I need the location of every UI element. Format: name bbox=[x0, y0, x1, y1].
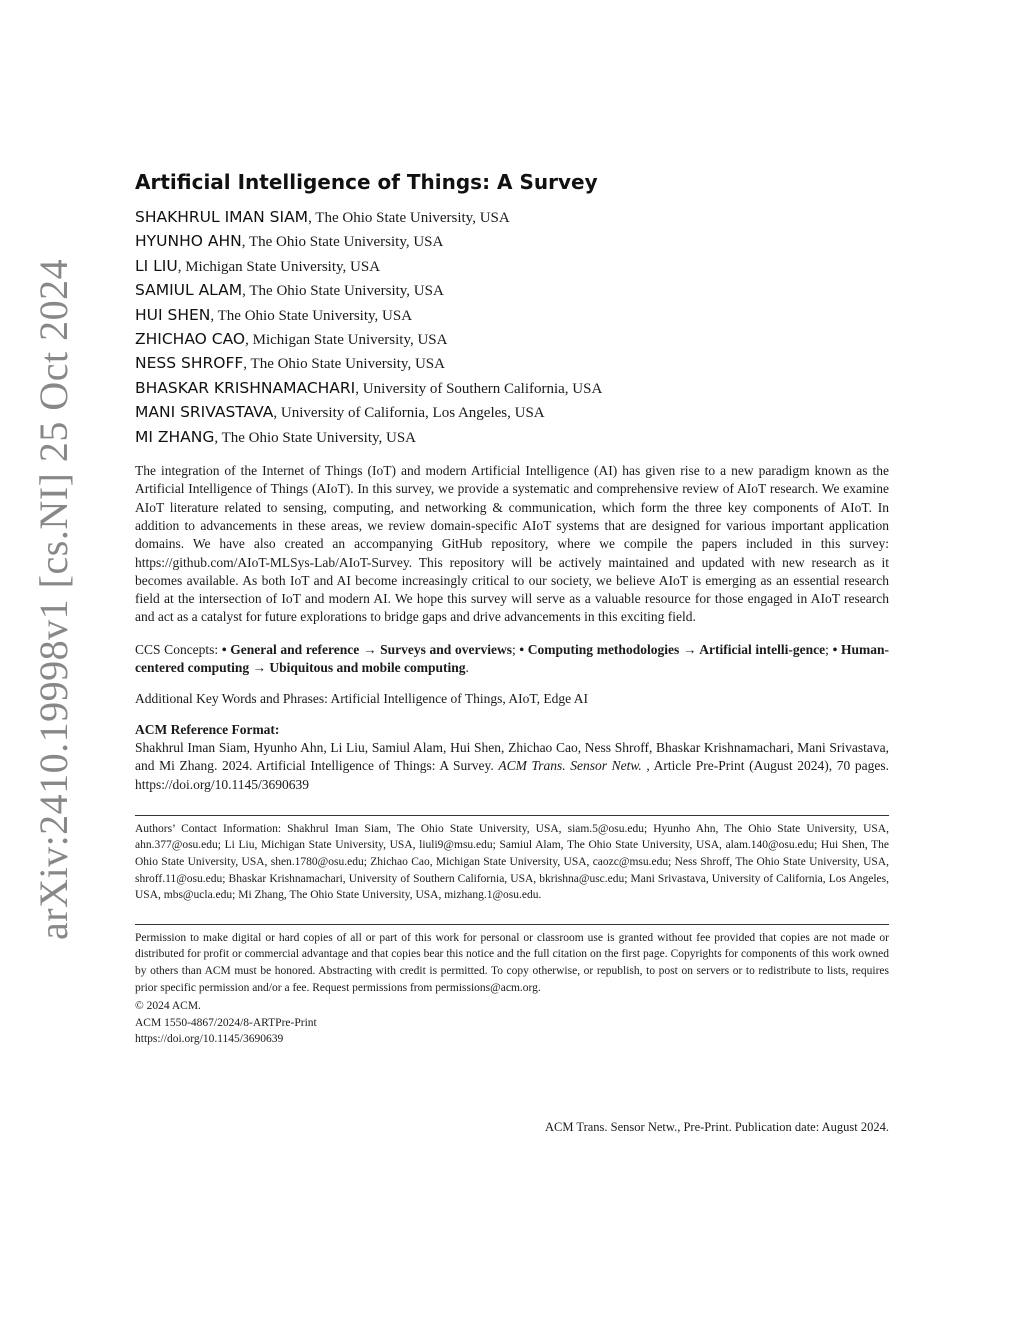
author-entry: MANI SRIVASTAVA, University of California, Los Angeles, USA bbox=[135, 403, 545, 422]
author-entry: HYUNHO AHN, The Ohio State University, USA bbox=[135, 232, 444, 251]
author-entry: BHASKAR KRISHNAMACHARI, University of Southern California, USA bbox=[135, 378, 603, 397]
author-affiliation: University of Southern California, USA bbox=[362, 380, 603, 397]
author-contact-information: Authors’ Contact Information: Shakhrul Iman Siam, The Ohio State University, USA, siam.5@osu.edu; Hyunho Ahn, The Ohio State University, USA, ahn.377@osu.edu; Li Liu, Michigan State University, USA, liuli9@msu.edu; Samiul Alam, The Ohio State University, USA, alam.140@osu.edu; Hui Shen, The Ohio State University, USA, shen.1780@osu.edu; Zhichao Cao, Michigan State University, USA, caozc@msu.edu; Ness Shroff, The Ohio State University, USA, shroff.11@osu.edu; Bhaskar Krishnamachari, University of Southern California, USA, bkrishna@usc.edu; Mani Srivastava, University of California, Los Angeles, USA, mbs@ucla.edu; Mi Zhang, The Ohio State University, USA, mizhang.1@osu.edu. bbox=[135, 822, 889, 902]
issn-line: ACM 1550-4867/2024/8-ARTPre-Print bbox=[135, 1016, 317, 1029]
author-affiliation: University of California, Los Angeles, USA bbox=[280, 405, 545, 422]
page-footer: ACM Trans. Sensor Netw., Pre-Print. Publication date: August 2024. bbox=[545, 1120, 889, 1134]
author-name: ZHICHAO CAO bbox=[135, 330, 246, 349]
divider bbox=[135, 815, 889, 816]
ccs-concepts bbox=[135, 641, 889, 678]
author-name: NESS SHROFF bbox=[135, 354, 244, 373]
abstract: The integration of the Internet of Things (IoT) and modern Artificial Intelligence (AI) has given rise to a new paradigm known as the Artificial Intelligence of Things (AIoT). In this survey, we provide a systematic and comprehensive review of AIoT research. We examine AIoT literature related to sensing, computing, and networking & communication, which form the three key components of AIoT. In addition to advancements in these areas, we review domain-specific AIoT systems that are designed for various important application domains. We have also created an accompanying GitHub repository, where we compile the papers included in this survey: https://github.com/AIoT-MLSys-Lab/AIoT-Survey. This repository will be actively maintained and updated with new research as it becomes available. As both IoT and AI become increasingly critical to our society, we believe AIoT is emerging as an essential research field at the intersection of IoT and modern AI. We hope this survey will serve as a valuable resource for those engaged in AIoT research and act as a catalyst for future explorations to bridge gaps and drive advancements in this exciting field. bbox=[135, 463, 889, 625]
author-entry: LI LIU, Michigan State University, USA bbox=[135, 256, 381, 275]
permission-notice: Permission to make digital or hard copies of all or part of this work for personal or classroom use is granted without fee provided that copies are not made or distributed for profit or commercial advantage and that copies bear this notice and the full citation on the first page. Copyrights for components of this work owned by others than ACM must be honored. Abstracting with credit is permitted. To copy otherwise, or republish, to post on servers or to redistribute to lists, requires prior specific permission and/or a fee. Request permissions from permissions@acm.org. bbox=[135, 931, 889, 994]
author-affiliation: The Ohio State University, USA bbox=[249, 283, 444, 300]
reference-format-heading: ACM Reference Format: bbox=[135, 721, 280, 737]
author-affiliation: The Ohio State University, USA bbox=[221, 429, 417, 446]
ccs-label: CCS Concepts: bbox=[135, 641, 222, 657]
author-name: HYUNHO AHN bbox=[135, 232, 242, 251]
author-affiliation: Michigan State University, USA bbox=[185, 258, 381, 275]
ccs-separator: ; bbox=[825, 641, 833, 657]
author-entry: SHAKHRUL IMAN SIAM, The Ohio State University, USA bbox=[135, 208, 510, 226]
reference-format bbox=[135, 739, 889, 794]
author-entry: SAMIUL ALAM, The Ohio State University, USA bbox=[135, 281, 444, 300]
author-affiliation: The Ohio State University, USA bbox=[315, 210, 510, 226]
author-entry: ZHICHAO CAO, Michigan State University, USA bbox=[135, 330, 448, 349]
author-name: SAMIUL ALAM bbox=[135, 281, 243, 300]
author-entry: MI ZHANG, The Ohio State University, USA bbox=[135, 427, 417, 446]
author-name: HUI SHEN bbox=[135, 305, 211, 324]
arxiv-identifier: arXiv:2410.19998v1 [cs.NI] 25 Oct 2024 bbox=[31, 258, 76, 940]
author-entry: NESS SHROFF, The Ohio State University, USA bbox=[135, 354, 445, 373]
ccs-concept: • Computing methodologies → Artificial intelli-gence bbox=[519, 641, 826, 657]
author-name: BHASKAR KRISHNAMACHARI bbox=[135, 378, 356, 397]
keywords: Additional Key Words and Phrases: Artificial Intelligence of Things, AIoT, Edge AI bbox=[135, 691, 588, 707]
ccs-concept: • Human-centered computing → Ubiquitous and mobile computing bbox=[135, 641, 889, 676]
reference-text: Shakhrul Iman Siam, Hyunho Ahn, Li Liu, Samiul Alam, Hui Shen, Zhichao Cao, Ness Shroff, Bhaskar Krishnamachari, Mani Srivastava, and Mi Zhang. 2024. Artificial Intelligence of Things: A Survey. bbox=[135, 739, 889, 774]
author-name: MANI SRIVASTAVA bbox=[135, 403, 274, 422]
ccs-end: . bbox=[465, 660, 469, 676]
author-affiliation: Michigan State University, USA bbox=[252, 332, 448, 349]
reference-journal: ACM Trans. Sensor Netw. bbox=[498, 758, 642, 774]
author-name: LI LIU bbox=[135, 256, 178, 275]
paper-title: Artificial Intelligence of Things: A Survey bbox=[135, 170, 598, 194]
copyright-line: © 2024 ACM. bbox=[135, 1000, 201, 1013]
author-affiliation: The Ohio State University, USA bbox=[217, 307, 413, 324]
reference-details: , Article Pre-Print (August 2024), 70 pages. https://doi.org/10.1145/3690639 bbox=[135, 758, 890, 792]
ccs-separator: ; bbox=[511, 641, 520, 657]
author-entry: HUI SHEN, The Ohio State University, USA bbox=[135, 305, 413, 324]
author-list bbox=[135, 206, 889, 450]
ccs-concept: • General and reference → Surveys and overviews bbox=[221, 641, 512, 657]
author-name: SHAKHRUL IMAN SIAM bbox=[135, 208, 309, 226]
author-affiliation: The Ohio State University, USA bbox=[248, 234, 444, 251]
paper-first-page bbox=[135, 170, 889, 1048]
doi-link[interactable]: https://doi.org/10.1145/3690639 bbox=[135, 1033, 284, 1046]
author-name: MI ZHANG bbox=[135, 427, 215, 446]
divider bbox=[135, 924, 889, 925]
author-affiliation: The Ohio State University, USA bbox=[250, 356, 445, 373]
